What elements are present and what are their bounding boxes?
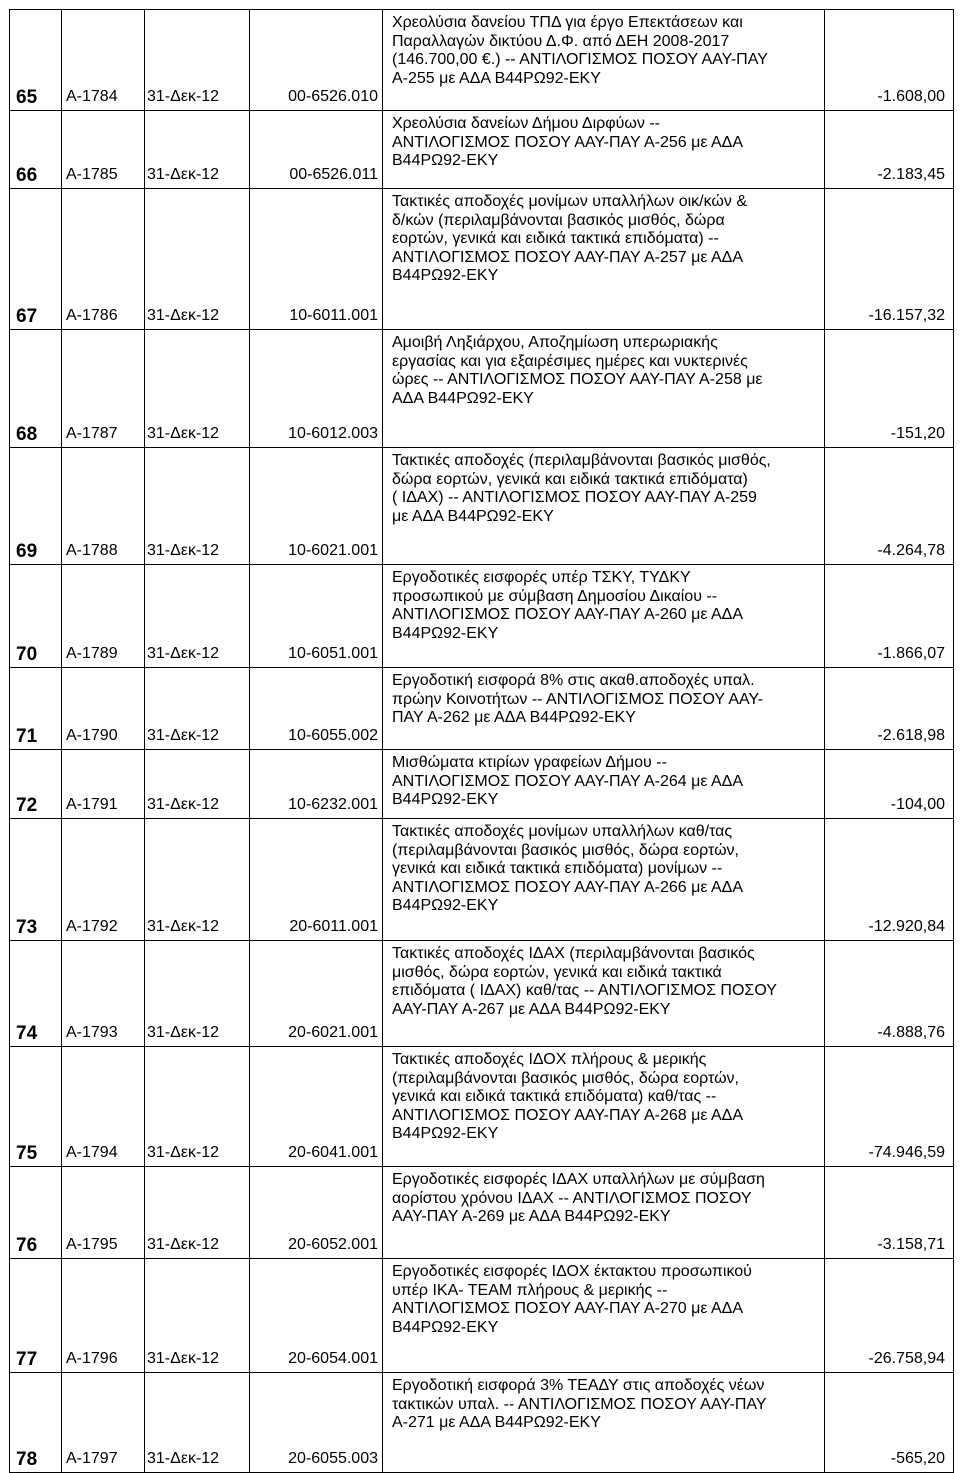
reference-id-text: Α-1790 — [66, 726, 118, 744]
entry-description — [383, 10, 825, 111]
table-row — [10, 750, 954, 819]
row-number-text: 77 — [16, 1348, 38, 1370]
row-number-text: 65 — [16, 86, 38, 108]
entry-description-text: Εργοδοτικές εισφορές ΙΔΟΧ έκτακτου προσωπικού υπέρ ΙΚΑ- ΤΕΑΜ πλήρους & μερικής -- ΑΝΤΙΛΟΓΙΣΜΟΣ ΠΟΣΟΥ ΑΑΥ-ΠΑΥ Α-270 με ΑΔΑ Β44ΡΩ92-ΕΚΥ — [392, 1263, 752, 1336]
table-row — [10, 330, 954, 448]
reference-id — [62, 1047, 145, 1167]
reference-id — [62, 668, 145, 750]
entry-amount-text: -4.264,78 — [877, 541, 945, 559]
table-row — [10, 1259, 954, 1373]
row-number — [10, 941, 62, 1047]
row-number — [10, 111, 62, 189]
entry-description — [383, 941, 825, 1047]
row-number — [10, 750, 62, 819]
row-number — [10, 1167, 62, 1259]
entry-date-text: 31-Δεκ-12 — [147, 795, 220, 813]
entry-description — [383, 1167, 825, 1259]
entry-date — [145, 1259, 250, 1373]
entry-date-text: 31-Δεκ-12 — [147, 87, 220, 105]
entry-description-text: Τακτικές αποδοχές ΙΔΟΧ πλήρους & μερικής (περιλαμβάνονται βασικός μισθός, δώρα εορτών, γενικά και ειδικά τακτικά επιδόματα) καθ/τας -- ΑΝΤΙΛΟΓΙΣΜΟΣ ΠΟΣΟΥ ΑΑΥ-ΠΑΥ Α-268 με ΑΔΑ Β44ΡΩ92-ΕΚΥ — [392, 1051, 744, 1142]
table-row — [10, 1373, 954, 1473]
reference-id-text: Α-1794 — [66, 1143, 118, 1161]
reference-id-text: Α-1786 — [66, 306, 118, 324]
reference-id — [62, 1167, 145, 1259]
row-number — [10, 565, 62, 668]
entry-date — [145, 111, 250, 189]
reference-id-text: Α-1796 — [66, 1349, 118, 1367]
reference-id — [62, 189, 145, 330]
entry-amount-text: -74.946,59 — [868, 1143, 945, 1161]
table-row — [10, 565, 954, 668]
account-code-text: 20-6041.001 — [288, 1143, 378, 1161]
account-code — [250, 189, 383, 330]
reference-id — [62, 941, 145, 1047]
row-number-text: 71 — [16, 725, 38, 747]
entry-amount — [825, 10, 954, 111]
table-row — [10, 1167, 954, 1259]
reference-id-text: Α-1789 — [66, 644, 118, 662]
entry-date — [145, 10, 250, 111]
account-code-text: 10-6011.001 — [289, 306, 378, 324]
reference-id — [62, 10, 145, 111]
account-code — [250, 10, 383, 111]
reference-id-text: Α-1793 — [66, 1023, 118, 1041]
entry-description-text: Εργοδοτική εισφορά 8% στις ακαθ.αποδοχές υπαλ. πρώην Κοινοτήτων -- ΑΝΤΙΛΟΓΙΣΜΟΣ ΠΟΣΟΥ ΑΑΥ- ΠΑΥ Α-262 με ΑΔΑ Β44ΡΩ92-ΕΚΥ — [392, 672, 764, 726]
reference-id-text: Α-1787 — [66, 424, 118, 442]
table-row — [10, 10, 954, 111]
account-code — [250, 750, 383, 819]
account-code — [250, 941, 383, 1047]
entry-description-text: Χρεολύσια δανείων Δήμου Διρφύων -- ΑΝΤΙΛΟΓΙΣΜΟΣ ΠΟΣΟΥ ΑΑΥ-ΠΑΥ Α-256 με ΑΔΑ Β44ΡΩ92-ΕΚΥ — [392, 115, 744, 169]
entry-description — [383, 819, 825, 941]
entry-date-text: 31-Δεκ-12 — [147, 165, 220, 183]
entry-description-text: Εργοδοτικές εισφορές υπέρ ΤΣΚΥ, ΤΥΔΚΥ προσωπικού με σύμβαση Δημοσίου Δικαίου -- ΑΝΤΙΛΟΓΙΣΜΟΣ ΠΟΣΟΥ ΑΑΥ-ΠΑΥ Α-260 με ΑΔΑ Β44ΡΩ92-ΕΚΥ — [392, 569, 744, 642]
reference-id — [62, 1373, 145, 1473]
entry-description — [383, 1373, 825, 1473]
row-number — [10, 330, 62, 448]
account-code-text: 20-6052.001 — [288, 1235, 378, 1253]
account-code-text: 00-6526.010 — [288, 87, 378, 105]
account-code-text: 10-6021.001 — [288, 541, 378, 559]
account-code — [250, 330, 383, 448]
reference-id — [62, 330, 145, 448]
entry-date — [145, 448, 250, 565]
entry-description-text: Τακτικές αποδοχές ΙΔΑΧ (περιλαμβάνονται βασικός μισθός, δώρα εορτών, γενικά και ειδικά τακτικά επιδόματα ( ΙΔΑΧ) καθ/τας -- ΑΝΤΙΛΟΓΙΣΜΟΣ ΠΟΣΟΥ ΑΑΥ-ΠΑΥ Α-267 με ΑΔΑ Β44ΡΩ92-ΕΚΥ — [392, 945, 777, 1018]
entry-date-text: 31-Δεκ-12 — [147, 306, 220, 324]
row-number-text: 70 — [16, 643, 38, 665]
entry-date — [145, 1373, 250, 1473]
row-number — [10, 668, 62, 750]
table-row — [10, 941, 954, 1047]
entry-amount-text: -12.920,84 — [868, 917, 945, 935]
entry-date-text: 31-Δεκ-12 — [147, 1143, 220, 1161]
reference-id-text: Α-1792 — [66, 917, 118, 935]
entry-amount — [825, 448, 954, 565]
row-number-text: 73 — [16, 916, 38, 938]
table-row — [10, 448, 954, 565]
account-code-text: 10-6055.002 — [288, 726, 378, 744]
entry-date-text: 31-Δεκ-12 — [147, 1349, 220, 1367]
entry-amount — [825, 941, 954, 1047]
entry-amount-text: -2.183,45 — [877, 165, 945, 183]
entry-date — [145, 668, 250, 750]
row-number — [10, 819, 62, 941]
entry-date-text: 31-Δεκ-12 — [147, 424, 220, 442]
entry-description — [383, 1259, 825, 1373]
account-code-text: 00-6526.011 — [289, 165, 378, 183]
reference-id-text: Α-1788 — [66, 541, 118, 559]
reference-id — [62, 111, 145, 189]
entry-description — [383, 330, 825, 448]
account-code-text: 10-6012.003 — [288, 424, 378, 442]
entry-date — [145, 1047, 250, 1167]
row-number-text: 74 — [16, 1022, 38, 1044]
reference-id — [62, 448, 145, 565]
entry-amount-text: -104,00 — [890, 795, 945, 813]
account-code-text: 10-6232.001 — [288, 795, 378, 813]
entry-date — [145, 941, 250, 1047]
table-row — [10, 668, 954, 750]
entry-amount-text: -3.158,71 — [877, 1235, 945, 1253]
entry-description-text: Τακτικές αποδοχές (περιλαμβάνονται βασικός μισθός, δώρα εορτών, γενικά και ειδικά τακτικά επιδόματα) ( ΙΔΑΧ) -- ΑΝΤΙΛΟΓΙΣΜΟΣ ΠΟΣΟΥ ΑΑΥ-ΠΑΥ Α-259 με ΑΔΑ Β44ΡΩ92-ΕΚΥ — [392, 452, 771, 525]
row-number — [10, 10, 62, 111]
row-number — [10, 1373, 62, 1473]
entry-date-text: 31-Δεκ-12 — [147, 1023, 220, 1041]
entry-description — [383, 111, 825, 189]
entry-amount-text: -26.758,94 — [868, 1349, 945, 1367]
row-number-text: 72 — [16, 794, 38, 816]
account-code — [250, 1259, 383, 1373]
account-code — [250, 111, 383, 189]
entry-date-text: 31-Δεκ-12 — [147, 917, 220, 935]
account-code — [250, 1373, 383, 1473]
entry-amount — [825, 1047, 954, 1167]
entry-amount-text: -16.157,32 — [868, 306, 945, 324]
account-code-text: 20-6055.003 — [288, 1449, 378, 1467]
entry-amount — [825, 750, 954, 819]
reference-id — [62, 750, 145, 819]
row-number-text: 66 — [16, 164, 38, 186]
entries-table — [9, 9, 954, 1473]
entry-amount — [825, 1167, 954, 1259]
entry-amount-text: -1.608,00 — [877, 87, 945, 105]
entry-description-text: Εργοδοτικές εισφορές ΙΔΑΧ υπαλλήλων με σύμβαση αορίστου χρόνου ΙΔΑΧ -- ΑΝΤΙΛΟΓΙΣΜΟΣ ΠΟΣΟΥ ΑΑΥ-ΠΑΥ Α-269 με ΑΔΑ Β44ΡΩ92-ΕΚΥ — [392, 1171, 765, 1225]
row-number-text: 69 — [16, 540, 38, 562]
table-row — [10, 819, 954, 941]
entry-description-text: Τακτικές αποδοχές μονίμων υπαλλήλων οικ/κών & δ/κών (περιλαμβάνονται βασικός μισθός, δώρα εορτών, γενικά και ειδικά τακτικά επιδόματα) -- ΑΝΤΙΛΟΓΙΣΜΟΣ ΠΟΣΟΥ ΑΑΥ-ΠΑΥ Α-257 με ΑΔΑ Β44ΡΩ92-ΕΚΥ — [392, 193, 747, 284]
entry-date-text: 31-Δεκ-12 — [147, 726, 220, 744]
entry-date-text: 31-Δεκ-12 — [147, 541, 220, 559]
row-number — [10, 189, 62, 330]
entries-table-body — [10, 10, 954, 1473]
reference-id — [62, 819, 145, 941]
entry-amount — [825, 189, 954, 330]
entry-date — [145, 330, 250, 448]
reference-id-text: Α-1797 — [66, 1449, 118, 1467]
row-number — [10, 1047, 62, 1167]
reference-id-text: Α-1791 — [66, 795, 118, 813]
row-number-text: 75 — [16, 1142, 38, 1164]
account-code-text: 20-6011.001 — [289, 917, 378, 935]
entry-description — [383, 565, 825, 668]
account-code-text: 20-6021.001 — [288, 1023, 378, 1041]
table-row — [10, 1047, 954, 1167]
entry-amount — [825, 1373, 954, 1473]
entry-amount-text: -565,20 — [890, 1449, 945, 1467]
account-code-text: 10-6051.001 — [288, 644, 378, 662]
entry-amount-text: -2.618,98 — [877, 726, 945, 744]
entry-date — [145, 750, 250, 819]
entry-amount — [825, 668, 954, 750]
account-code-text: 20-6054.001 — [288, 1349, 378, 1367]
entry-date — [145, 189, 250, 330]
entry-amount — [825, 565, 954, 668]
entry-description-text: Αμοιβή Ληξιάρχου, Αποζημίωση υπερωριακής εργασίας και για εξαιρέσιμες ημέρες και νυκτερινές ώρες -- ΑΝΤΙΛΟΓΙΣΜΟΣ ΠΟΣΟΥ ΑΑΥ-ΠΑΥ Α-258 με ΑΔΑ Β44ΡΩ92-ΕΚΥ — [392, 334, 763, 407]
account-code — [250, 565, 383, 668]
account-code — [250, 668, 383, 750]
entry-amount-text: -4.888,76 — [877, 1023, 945, 1041]
row-number-text: 67 — [16, 305, 38, 327]
entry-date — [145, 819, 250, 941]
row-number-text: 78 — [16, 1448, 38, 1470]
row-number — [10, 1259, 62, 1373]
reference-id-text: Α-1795 — [66, 1235, 118, 1253]
entry-description-text: Τακτικές αποδοχές μονίμων υπαλλήλων καθ/τας (περιλαμβάνονται βασικός μισθός, δώρα εορτών, γενικά και ειδικά τακτικά επιδόματα) μονίμων -- ΑΝΤΙΛΟΓΙΣΜΟΣ ΠΟΣΟΥ ΑΑΥ-ΠΑΥ Α-266 με ΑΔΑ Β44ΡΩ92-ΕΚΥ — [392, 823, 744, 914]
entry-amount — [825, 111, 954, 189]
entry-amount — [825, 330, 954, 448]
entry-date-text: 31-Δεκ-12 — [147, 1449, 220, 1467]
reference-id — [62, 565, 145, 668]
entry-description — [383, 750, 825, 819]
reference-id — [62, 1259, 145, 1373]
reference-id-text: Α-1785 — [66, 165, 118, 183]
row-number — [10, 448, 62, 565]
entry-description-text: Χρεολύσια δανείου ΤΠΔ για έργο Επεκτάσεων και Παραλλαγών δικτύου Δ.Φ. από ΔΕΗ 2008-2017 (146.700,00 €.) -- ΑΝΤΙΛΟΓΙΣΜΟΣ ΠΟΣΟΥ ΑΑΥ-ΠΑΥ Α-255 με ΑΔΑ Β44ΡΩ92-ΕΚΥ — [392, 14, 768, 87]
entry-description — [383, 448, 825, 565]
entry-amount-text: -1.866,07 — [877, 644, 945, 662]
row-number-text: 76 — [16, 1234, 38, 1256]
entry-description — [383, 189, 825, 330]
entry-amount-text: -151,20 — [890, 424, 945, 442]
entry-date — [145, 565, 250, 668]
account-code — [250, 819, 383, 941]
entry-description-text: Εργοδοτική εισφορά 3% ΤΕΑΔΥ στις αποδοχές νέων τακτικών υπαλ. -- ΑΝΤΙΛΟΓΙΣΜΟΣ ΠΟΣΟΥ ΑΑΥ-ΠΑΥ Α-271 με ΑΔΑ Β44ΡΩ92-ΕΚΥ — [392, 1377, 767, 1431]
table-row — [10, 189, 954, 330]
entry-description-text: Μισθώματα κτιρίων γραφείων Δήμου -- ΑΝΤΙΛΟΓΙΣΜΟΣ ΠΟΣΟΥ ΑΑΥ-ΠΑΥ Α-264 με ΑΔΑ Β44ΡΩ92-ΕΚΥ — [392, 754, 744, 808]
entry-description — [383, 668, 825, 750]
table-row — [10, 111, 954, 189]
entry-date-text: 31-Δεκ-12 — [147, 644, 220, 662]
row-number-text: 68 — [16, 423, 38, 445]
entry-date — [145, 1167, 250, 1259]
account-code — [250, 448, 383, 565]
account-code — [250, 1047, 383, 1167]
entry-amount — [825, 819, 954, 941]
entry-description — [383, 1047, 825, 1167]
entry-date-text: 31-Δεκ-12 — [147, 1235, 220, 1253]
account-code — [250, 1167, 383, 1259]
reference-id-text: Α-1784 — [66, 87, 118, 105]
entry-amount — [825, 1259, 954, 1373]
